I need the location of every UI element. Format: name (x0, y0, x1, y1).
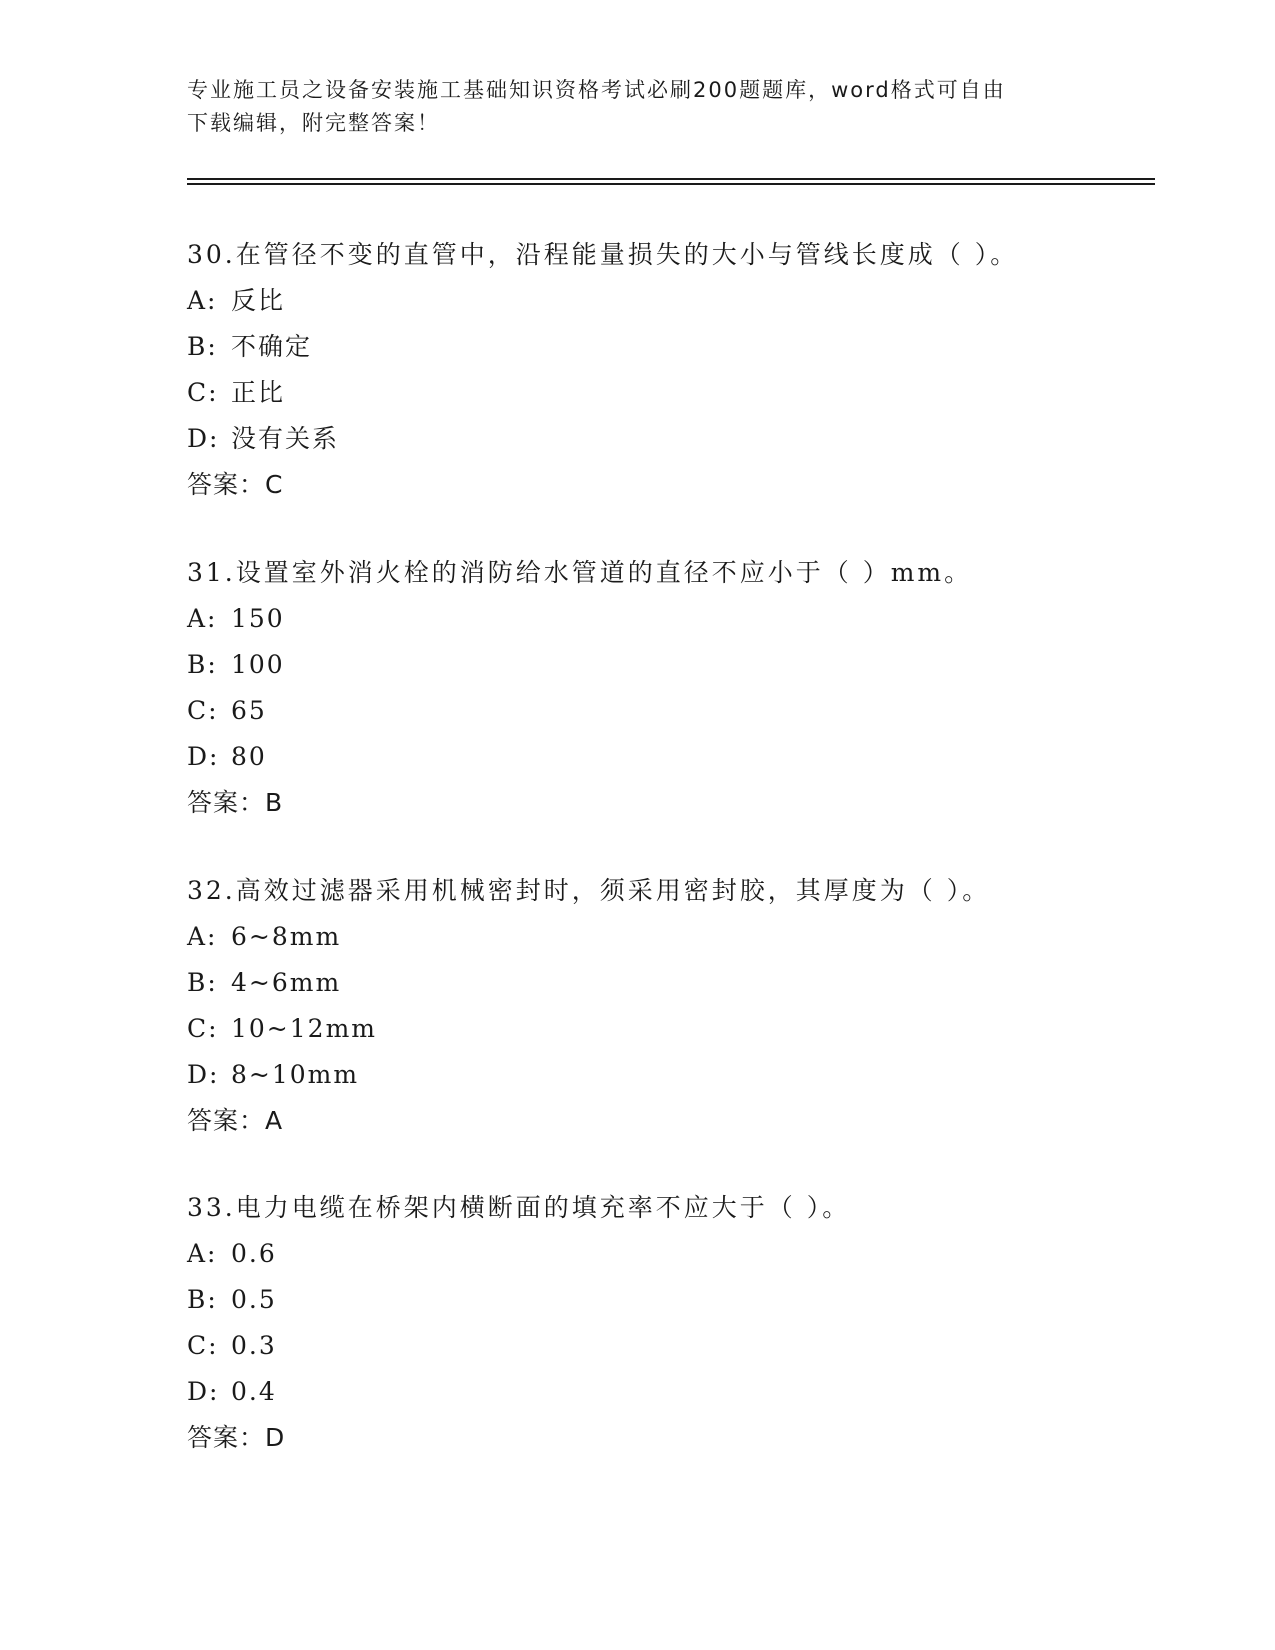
option-letter: D: (187, 424, 220, 453)
option-text: 6~8mm (231, 922, 342, 951)
option-d (187, 416, 1147, 462)
option-a (187, 1231, 1147, 1277)
option-text: 0.4 (231, 1377, 277, 1406)
option-text: 8~10mm (231, 1060, 360, 1089)
header-divider-bottom (187, 183, 1155, 185)
option-text: 正比 (231, 378, 286, 407)
option-text: 4~6mm (231, 968, 342, 997)
option-a (187, 914, 1147, 960)
option-letter: D: (187, 1377, 220, 1406)
option-text: 150 (231, 604, 285, 633)
option-letter: B: (187, 332, 218, 361)
option-b (187, 324, 1147, 370)
option-letter: B: (187, 968, 218, 997)
option-a (187, 596, 1147, 642)
header-line-2: 下载编辑，附完整答案！ (187, 111, 440, 135)
option-d (187, 734, 1147, 780)
option-letter: C: (187, 378, 219, 407)
option-b (187, 1277, 1147, 1323)
option-c (187, 688, 1147, 734)
option-d (187, 1052, 1147, 1098)
option-letter: C: (187, 1014, 219, 1043)
option-c (187, 1323, 1147, 1369)
question-title: 32.高效过滤器采用机械密封时，须采用密封胶，其厚度为（ ）。 (187, 876, 991, 905)
option-letter: A: (187, 604, 218, 633)
option-text: 没有关系 (231, 424, 340, 453)
option-letter: B: (187, 1285, 218, 1314)
option-text: 反比 (231, 286, 286, 315)
option-text: 0.3 (231, 1331, 277, 1360)
option-letter: C: (187, 696, 219, 725)
question-block-32 (187, 868, 1147, 1144)
answer-line: 答案：D (187, 1423, 286, 1452)
question-title: 30.在管径不变的直管中，沿程能量损失的大小与管线长度成（ ）。 (187, 240, 1019, 269)
option-letter: A: (187, 286, 218, 315)
header-divider-top (187, 178, 1155, 180)
option-letter: C: (187, 1331, 219, 1360)
option-letter: D: (187, 742, 220, 771)
option-b (187, 642, 1147, 688)
question-title: 31.设置室外消火栓的消防给水管道的直径不应小于（ ）mm。 (187, 558, 973, 587)
answer-line: 答案：A (187, 1106, 284, 1135)
question-block-31 (187, 550, 1147, 826)
option-text: 10~12mm (231, 1014, 377, 1043)
option-letter: A: (187, 1239, 218, 1268)
option-text: 100 (231, 650, 285, 679)
question-block-33 (187, 1185, 1147, 1461)
option-letter: B: (187, 650, 218, 679)
option-d (187, 1369, 1147, 1415)
document-header (187, 74, 1087, 140)
header-line-1: 专业施工员之设备安装施工基础知识资格考试必刷200题题库，word格式可自由 (187, 78, 1006, 102)
option-letter: A: (187, 922, 218, 951)
option-text: 0.5 (231, 1285, 277, 1314)
question-block-30 (187, 232, 1147, 508)
answer-line: 答案：C (187, 470, 284, 499)
option-b (187, 960, 1147, 1006)
option-letter: D: (187, 1060, 220, 1089)
option-c (187, 370, 1147, 416)
answer-line: 答案：B (187, 788, 284, 817)
option-a (187, 278, 1147, 324)
option-text: 80 (231, 742, 267, 771)
question-title: 33.电力电缆在桥架内横断面的填充率不应大于（ ）。 (187, 1193, 851, 1222)
option-text: 不确定 (231, 332, 313, 361)
option-text: 65 (231, 696, 267, 725)
option-c (187, 1006, 1147, 1052)
option-text: 0.6 (231, 1239, 277, 1268)
